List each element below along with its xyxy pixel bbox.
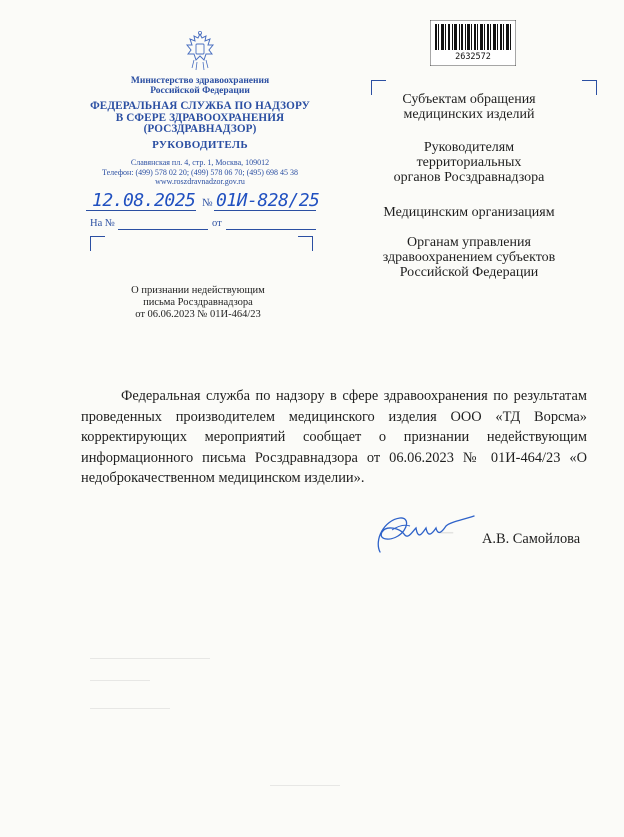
service-name: ФЕДЕРАЛЬНАЯ СЛУЖБА ПО НАДЗОРУ В СФЕРЕ ЗДРАВООХРАНЕНИЯ (РОСЗДРАВНАДЗОР) — [90, 100, 310, 135]
contact-block — [70, 158, 330, 187]
registration-date: 12.08.2025 — [92, 190, 196, 211]
registration-number-label: № — [202, 197, 213, 209]
reference-label: На № — [90, 218, 115, 229]
show-through-mark — [270, 775, 340, 786]
handwritten-signature — [370, 510, 480, 560]
website-line: www.roszdravnadzor.gov.ru — [155, 177, 245, 186]
show-through-mark — [90, 650, 210, 659]
registration-number: 01И-828/25 — [216, 190, 320, 211]
barcode-number: 2632572 — [455, 52, 491, 62]
letter-body-text: Федеральная служба по надзору в сфере здравоохранения по результатам проведенных производителем медицинского изделия ООО «ТД Ворсма» корректирующих мероприятий сообщает о признании недействующим информационного письма Росздравнадзора от 06.06.2023 № 01И-464/23 «О недоброкачественном медицинском изделии». — [81, 388, 587, 486]
reference-line — [90, 218, 316, 232]
ministry-name: Министерство здравоохранения Российской Федерации — [130, 76, 270, 96]
letter-subject: О признании недействующим письма Росздравнадзора от 06.06.2023 № 01И-464/23 — [131, 285, 265, 320]
addressee-4: Органам управления здравоохранением субъектов Российской Федерации — [382, 235, 556, 280]
address-line: Славянская пл. 4, стр. 1, Москва, 109012 — [130, 158, 270, 167]
head-title: РУКОВОДИТЕЛЬ — [152, 139, 248, 151]
signer-name: А.В. Самойлова — [482, 531, 581, 547]
reference-from-label: от — [212, 218, 222, 229]
addressee-3: Медицинским организациям — [383, 205, 555, 220]
corner-mark — [582, 80, 597, 95]
show-through-mark: — — [440, 520, 454, 545]
coat-of-arms-icon — [180, 30, 220, 74]
corner-mark — [90, 236, 105, 251]
addressee-2: Руководителям территориальных органов Росздравнадзора — [393, 140, 545, 185]
show-through-mark — [90, 700, 170, 709]
show-through-mark — [90, 672, 150, 681]
phones-line: Телефон: (499) 578 02 20; (499) 578 06 70; (495) 698 45 38 — [102, 167, 298, 177]
addressee-1: Субъектам обращения медицинских изделий — [402, 92, 536, 122]
registration-line — [86, 190, 320, 212]
letter-body — [81, 386, 587, 489]
corner-mark — [298, 236, 313, 251]
